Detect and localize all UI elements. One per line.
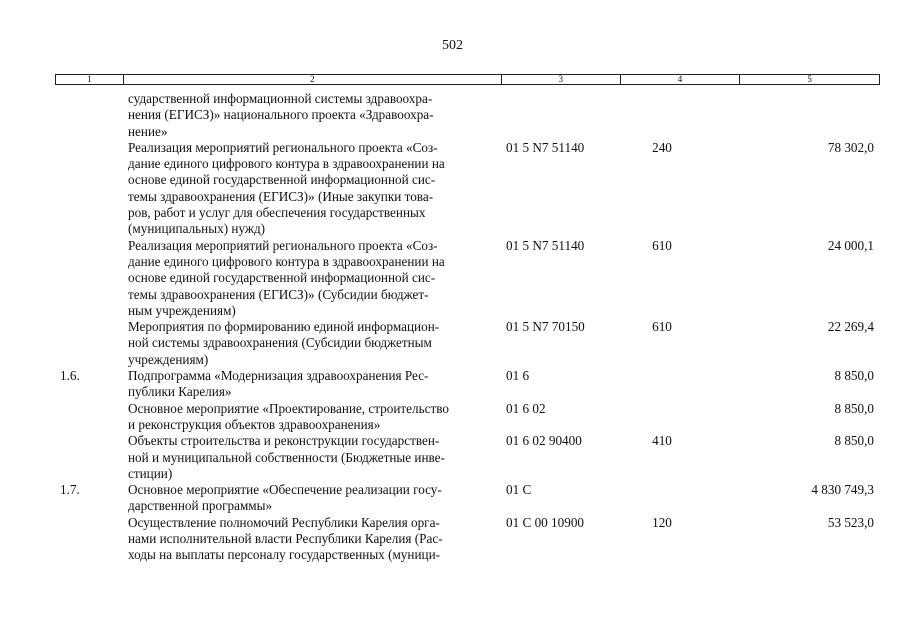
page-number: 502 [442, 38, 463, 53]
column-header-3: 3 [502, 75, 621, 84]
description-line: Основное мероприятие «Проектирование, строительство [128, 400, 449, 416]
description-line: Осуществление полномочий Республики Карелия орга- [128, 514, 440, 530]
row-number: 1.6. [60, 368, 80, 384]
row-description [123, 368, 502, 401]
description-line: дарственной программы» [128, 498, 273, 514]
row-description [123, 482, 502, 515]
row-number: 1.7. [60, 482, 80, 498]
description-line: ной и муниципальной собственности (Бюджетные инве- [128, 449, 445, 465]
description-line: ной системы здравоохранения (Субсидии бюджетным [128, 335, 432, 351]
table-row [55, 91, 880, 140]
description-line: нение» [128, 123, 168, 139]
row-description [123, 319, 502, 368]
row-description [123, 433, 502, 482]
description-line: (муниципальных) нужд) [128, 221, 266, 237]
description-line: ходы на выплаты персоналу государственных (муници- [128, 547, 441, 563]
table-body [55, 91, 880, 564]
row-code: 01 5 N7 51140 [506, 139, 585, 155]
description-line: Подпрограмма «Модернизация здравоохранения Рес- [128, 368, 429, 384]
row-amount: 8 850,0 [834, 400, 874, 416]
description-line: нами исполнительной власти Республики Карелия (Рас- [128, 531, 443, 547]
description-line: темы здравоохранения (ЕГИСЗ)» (Иные закупки това- [128, 188, 434, 204]
column-header-5: 5 [807, 74, 812, 84]
description-line: и реконструкция объектов здравоохранения» [128, 416, 381, 432]
row-amount: 8 850,0 [834, 433, 874, 449]
description-line: публики Карелия» [128, 384, 232, 400]
table-header-row [55, 74, 880, 85]
row-code: 01 5 N7 51140 [506, 237, 585, 253]
row-code: 01 6 [506, 368, 530, 384]
row-expense-type: 240 [652, 139, 672, 155]
table-row [55, 401, 880, 434]
column-header-4: 4 [621, 75, 741, 84]
row-amount: 53 523,0 [827, 514, 874, 530]
description-line: Реализация мероприятий регионального проекта «Соз- [128, 139, 438, 155]
table-row [55, 368, 880, 401]
row-amount: 4 830 749,3 [811, 482, 874, 498]
table-row [55, 482, 880, 515]
row-amount: 22 269,4 [827, 319, 874, 335]
row-code: 01 С 00 10900 [506, 514, 585, 530]
description-line: Основное мероприятие «Обеспечение реализации госу- [128, 482, 442, 498]
description-line: Мероприятия по формированию единой информацион- [128, 319, 440, 335]
description-line: основе единой государственной информационной сис- [128, 172, 436, 188]
description-line: дание единого цифрового контура в здравоохранении на [128, 156, 445, 172]
description-line: ным учреждениям) [128, 302, 236, 318]
table-row [55, 515, 880, 564]
row-description [123, 91, 502, 140]
description-line: основе единой государственной информационной сис- [128, 270, 436, 286]
column-header-1: 1 [56, 75, 124, 84]
row-expense-type: 610 [652, 319, 672, 335]
row-amount: 78 302,0 [827, 139, 874, 155]
column-header-2: 2 [124, 75, 502, 84]
row-expense-type: 610 [652, 237, 672, 253]
row-description [123, 515, 502, 564]
description-line: нения (ЕГИСЗ)» национального проекта «Здравоохра- [128, 107, 434, 123]
row-code: 01 6 02 [506, 400, 546, 416]
description-line: учреждениям) [128, 351, 209, 367]
row-code: 01 С [506, 482, 532, 498]
table-row [55, 238, 880, 319]
description-line: сударственной информационной системы здравоохра- [128, 91, 433, 106]
description-line: Реализация мероприятий регионального проекта «Соз- [128, 237, 438, 253]
row-code: 01 6 02 90400 [506, 433, 582, 449]
row-amount: 8 850,0 [834, 368, 874, 384]
table-row [55, 140, 880, 238]
row-expense-type: 120 [652, 514, 672, 530]
row-amount: 24 000,1 [827, 237, 874, 253]
row-expense-type: 410 [652, 433, 672, 449]
row-description [123, 140, 502, 238]
description-line: ров, работ и услуг для обеспечения государственных [128, 205, 426, 221]
row-description [123, 238, 502, 319]
description-line: темы здравоохранения (ЕГИСЗ)» (Субсидии бюджет- [128, 286, 429, 302]
table-row [55, 433, 880, 482]
description-line: стиции) [128, 465, 173, 481]
description-line: дание единого цифрового контура в здравоохранении на [128, 253, 445, 269]
row-description [123, 401, 502, 434]
description-line: Объекты строительства и реконструкции государствен- [128, 433, 440, 449]
table-row [55, 319, 880, 368]
row-code: 01 5 N7 70150 [506, 319, 585, 335]
